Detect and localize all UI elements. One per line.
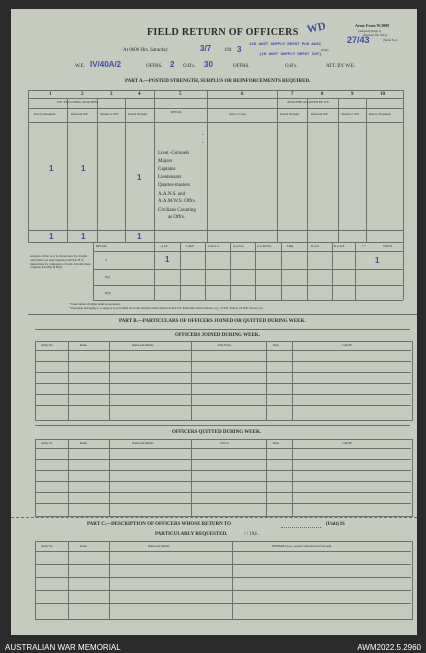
quitted-title: OFFICERS QUITTED DURING WEEK. (172, 430, 262, 435)
part-c-hdr-rank: Rank. (80, 544, 88, 548)
asterisk-mark: * (202, 141, 204, 145)
quitted-table (35, 439, 413, 517)
analysis-hdr-cmf: C.M.F. (186, 244, 195, 248)
footnote-1: * Insert detail of higher ranks as necessary. (69, 302, 121, 306)
form-title: FIELD RETURN OF OFFICERS (147, 27, 299, 38)
analysis-hdr-detail: DETAIL. (96, 244, 108, 248)
analysis-row-a: A (105, 258, 108, 262)
army-form-number: Army Form W.3009 (355, 23, 390, 28)
rank-label: Captains (158, 167, 176, 172)
part-c-title: PART C.—DESCRIPTION OF OFFICERS WHOSE RETURN TO (87, 522, 232, 527)
part-b-title: PART B.—PARTICULARS OF OFFICERS JOINED OR QUITTED DURING WEEK. (119, 319, 306, 324)
analysis-note: Analysis of Part A to be shown here by all units which have not been supplied with Part B of instructions for completion of form. All units must complete Part B(i) & B(ii). (30, 254, 91, 270)
hdr-detail: DETAIL. (171, 110, 183, 114)
hdr-role-required: Role by Required. (34, 112, 56, 116)
ors-label: O.R's. (183, 64, 196, 69)
joined-title: OFFICERS JOINED DURING WEEK. (175, 333, 260, 338)
offrs-label: OFFRS. (146, 64, 163, 69)
col-number-10: 10 (380, 92, 385, 97)
ors-value: 30 (204, 60, 213, 69)
col-number-5: 5 (179, 92, 182, 97)
analysis-value-aif-a: 1 (165, 255, 170, 264)
analysis-hdr-lhq: LHQ. (287, 244, 294, 248)
joined-hdr-cause: CAUSE. (342, 343, 353, 347)
we-excluding-attached: W.E. EXCLUDING ATTACHED. (57, 100, 99, 104)
serial-label: (Serial No.) (383, 38, 398, 42)
unit-value: 128 AUST SUPPLY DEPOT PLN AASC (249, 43, 322, 47)
col-number-8: 8 (321, 92, 324, 97)
col-number-7: 7 (291, 92, 294, 97)
analysis-row-bi: B(i) (105, 275, 110, 279)
rank-label: A.A.M.W.S. Offrs. (158, 199, 196, 204)
col-number-9: 9 (351, 92, 354, 97)
rank-label: A.A.N.S. and (158, 192, 186, 197)
ors-label-att: O.R's. (285, 64, 298, 69)
year-prefix: 194 (224, 48, 232, 53)
joined-hdr-rank: Rank. (80, 343, 88, 347)
analysis-hdr-total: TOTAL (383, 244, 393, 248)
hdr-surplus-att: Surplus to W.E. (341, 112, 360, 116)
serial-value: 27/43 (347, 35, 370, 45)
col-number-1: 1 (49, 92, 52, 97)
col-number-6: 6 (241, 92, 244, 97)
army-form-revised: (Revised Jan. 1941) (363, 33, 387, 37)
quitted-hdr-cause: CAUSE. (342, 441, 353, 445)
total-role-required: 1 (49, 232, 54, 241)
analysis-row-bii: B(ii) (105, 291, 111, 295)
value-deficient: 1 (81, 164, 86, 173)
part-c-requested: PARTICULARLY REQUESTED. (155, 532, 228, 537)
part-a-title: PART A.—POSTED STRENGTH, SURPLUS OR REINFORCEMENTS REQUIRED. (125, 79, 311, 84)
unit-label: (Unit) (321, 48, 329, 52)
col-number-2: 2 (81, 92, 84, 97)
hdr-surplus: Surplus to W.E. (100, 112, 119, 116)
rank-label: as Offrs. (168, 215, 186, 220)
rank-label: Majors (158, 159, 173, 164)
archive-id: AWM2022.5.2960 (357, 643, 421, 652)
offrs-value: 2 (170, 60, 175, 69)
analysis-hdr-aif: A.I.F. (161, 244, 168, 248)
analysis-hdr-raaf: R.A.A.F. (334, 244, 345, 248)
joined-hdr-army-no: Army No. (41, 343, 54, 347)
part-c-unit-is: (Unit) IS (326, 522, 345, 527)
year-value: 3 (237, 45, 242, 54)
hdr-role-att: Role by Required. (369, 112, 391, 116)
field-return-form (11, 9, 417, 635)
att-by-we-label: ATT. BY W.E. (326, 64, 356, 69)
analysis-hdr-aans: A.A.N.S. (233, 244, 245, 248)
col-number-3: 3 (110, 92, 113, 97)
analysis-hdr-other: * * (362, 244, 366, 248)
attached-allowed: ATTACHED ALLOWED BY W.E. (287, 100, 330, 104)
rank-label: Civilians Counting (158, 208, 196, 213)
army-form-adopted: (Adopted) (Page 1) (358, 29, 382, 33)
rank-label: Quarter-masters (158, 183, 191, 188)
asterisk-mark: * (202, 133, 204, 137)
date-value: 3/7 (200, 44, 212, 53)
analysis-hdr-awas: A.W.A.S. (208, 244, 220, 248)
part-c-hdr-army-no: Army No. (41, 544, 54, 548)
joined-hdr-name: Name and Initials. (132, 343, 155, 347)
hdr-deficient: Deficient W.E. (71, 112, 89, 116)
rank-label: Lieut.-Colonels (158, 151, 190, 156)
col-number-4: 4 (138, 92, 141, 97)
archive-credit: AUSTRALIAN WAR MEMORIAL (5, 643, 121, 652)
hdr-arm-corps: Arm or Corps. (229, 112, 247, 116)
analysis-hdr-ran: R.A.N. (311, 244, 320, 248)
quitted-hdr-unit-to: Unit To. (220, 441, 230, 445)
part-c-table (35, 541, 413, 620)
at-line-label: At 0600 Hrs. Saturday (123, 48, 168, 53)
hdr-posted-att: Posted Strength. (280, 112, 300, 116)
joined-hdr-date: Date. (273, 343, 280, 347)
offrs-label-att: OFFRS. (233, 64, 250, 69)
we-value: IV/40A/2 (90, 60, 122, 69)
value-role-required: 1 (49, 164, 54, 173)
analysis-hdr-aamws: A.A.M.W.S. (257, 244, 272, 248)
wd-stamp: WD (305, 20, 327, 36)
total-deficient: 1 (81, 232, 86, 241)
value-posted: 1 (137, 173, 142, 182)
part-c-unit-blank (281, 527, 321, 528)
quitted-hdr-name: Name and Initials. (132, 441, 155, 445)
tear-line (11, 517, 417, 518)
quitted-hdr-rank: Rank. (80, 441, 88, 445)
joined-hdr-unit-from: Unit From. (218, 343, 232, 347)
hdr-deficient-att: Deficient W.E. (311, 112, 329, 116)
quitted-hdr-date: Date. (273, 441, 280, 445)
hdr-posted: Posted Strength. (128, 112, 148, 116)
part-c-hdr-remarks: REMARKS (e.g., present whereabouts if known). (272, 544, 332, 548)
part-c-date-blank: / / 194 . (244, 532, 260, 537)
we-label: W.E. (75, 64, 85, 69)
quitted-hdr-army-no: Army No. (41, 441, 54, 445)
analysis-value-total-a: 1 (375, 256, 380, 265)
footnote-2: * Personnel belonging to a category not provided for in the analysis will be shown in this Col. Particulars will be shown, e.g., W.Y.E., Police, 10 M.E. Forces, etc. (69, 306, 264, 310)
total-posted: 1 (137, 232, 142, 241)
joined-table (35, 341, 413, 421)
part-c-hdr-name: Name and Initials. (148, 544, 171, 548)
unit-value-secondary: (10 AUST SUPPLY DEPOT COY) (259, 53, 322, 57)
rank-label: Lieutenants (158, 175, 182, 180)
archive-footer (0, 639, 426, 653)
